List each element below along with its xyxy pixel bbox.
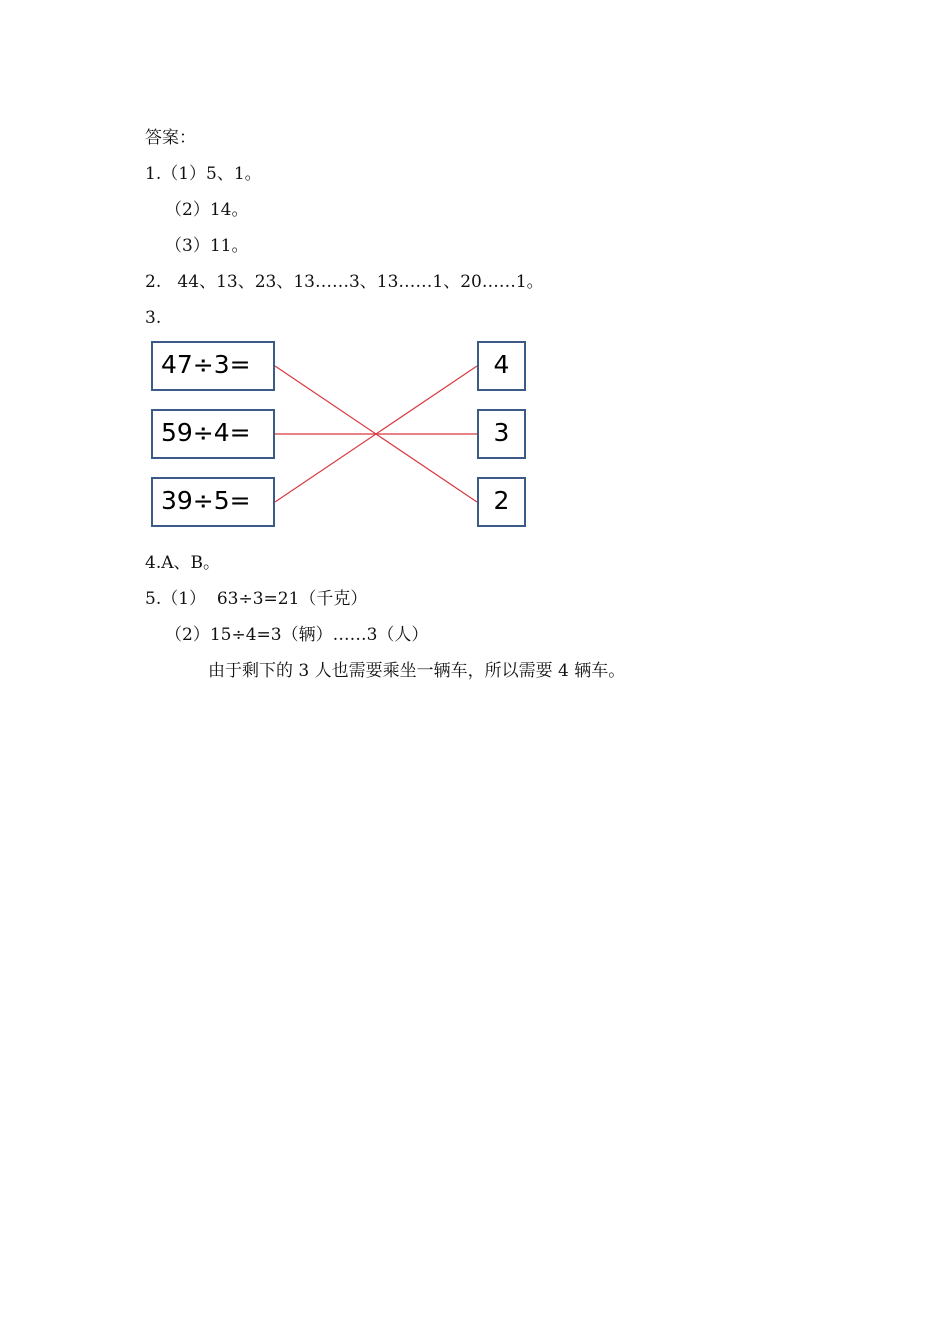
left-box-3: 39÷5= bbox=[151, 477, 275, 527]
left-box-2: 59÷4= bbox=[151, 409, 275, 459]
q2-answer: 2. 44、13、23、13……3、13……1、20……1。 bbox=[145, 272, 544, 292]
q1-line-1: 1.（1）5、1。 bbox=[145, 164, 262, 184]
q5-line-1: 5.（1） 63÷3=21（千克） bbox=[145, 589, 368, 609]
q1-line-3: （3）11。 bbox=[165, 236, 249, 256]
left-box-1: 47÷3= bbox=[151, 341, 275, 391]
right-box-1: 4 bbox=[477, 341, 526, 391]
right-box-2: 3 bbox=[477, 409, 526, 459]
q5-line-3: 由于剩下的 3 人也需要乘坐一辆车，所以需要 4 辆车。 bbox=[208, 661, 626, 681]
q5-line-2: （2）15÷4=3（辆）……3（人） bbox=[165, 625, 429, 645]
q1-line-2: （2）14。 bbox=[165, 200, 249, 220]
answer-heading: 答案： bbox=[145, 128, 196, 148]
q4-answer: 4.A、B。 bbox=[145, 553, 220, 573]
right-box-3: 2 bbox=[477, 477, 526, 527]
q3-label: 3. bbox=[145, 308, 162, 328]
